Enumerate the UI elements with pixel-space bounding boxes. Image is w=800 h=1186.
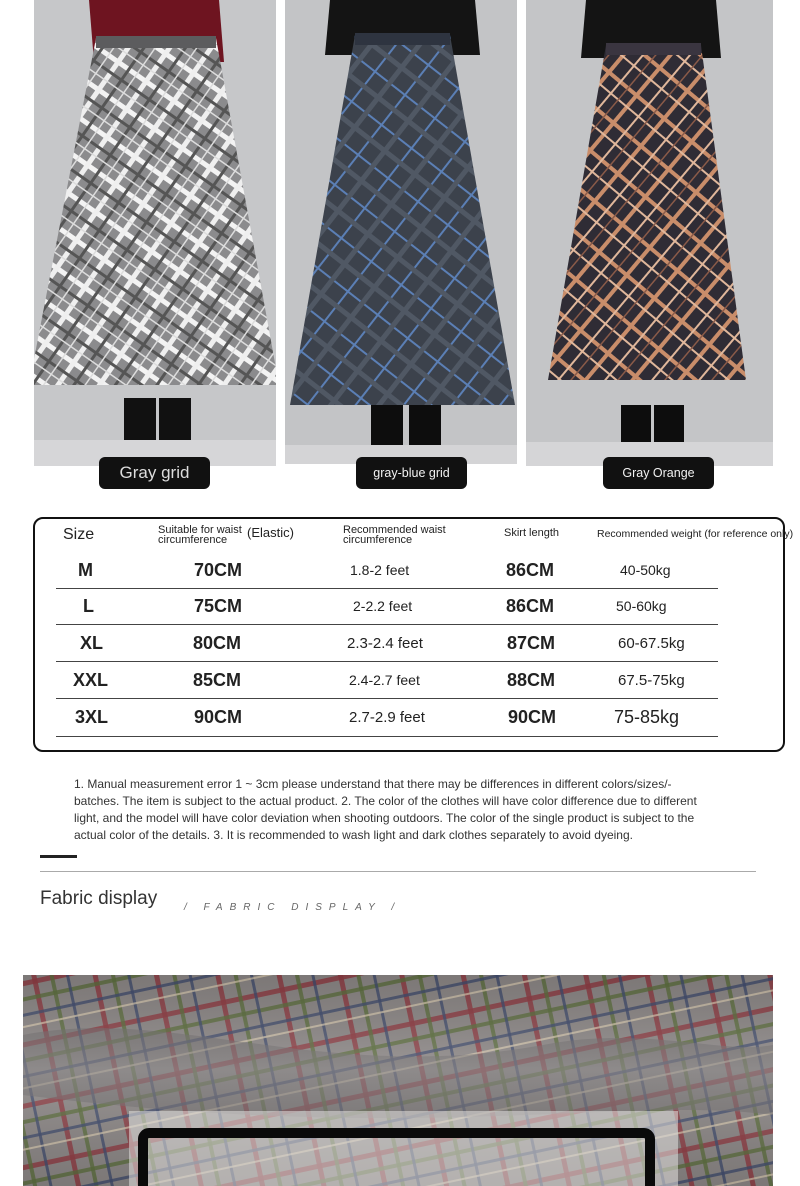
product-photo-gray-grid — [34, 0, 276, 466]
waist-cell: 90CM — [194, 707, 243, 727]
header-elastic: (Elastic) — [247, 525, 294, 540]
size-cell: XXL — [73, 669, 109, 690]
header-recommended-waist: Recommended waist circumference — [343, 524, 446, 546]
weight-cell: 75-85kg — [614, 707, 680, 727]
size-cell: 3XL — [75, 707, 109, 727]
waist-cell: 75CM — [194, 595, 243, 616]
length-cell: 90CM — [508, 707, 557, 727]
fabric-display-subtitle: / FABRIC DISPLAY / — [184, 902, 402, 913]
rec-waist-cell: 1.8-2 feet — [350, 562, 410, 578]
weight-cell: 50-60kg — [616, 598, 667, 614]
waist-cell: 85CM — [193, 669, 242, 690]
product-label-gray-blue-grid: gray-blue grid — [356, 457, 467, 489]
rec-waist-cell: 2.3-2.4 feet — [347, 634, 423, 652]
length-cell: 86CM — [506, 595, 555, 616]
waist-cell: 80CM — [193, 632, 242, 653]
fabric-display-title: Fabric display — [40, 888, 158, 909]
size-row — [56, 625, 718, 662]
size-row — [56, 588, 718, 625]
weight-cell: 40-50kg — [620, 562, 671, 578]
weight-cell: 67.5-75kg — [618, 671, 685, 689]
section-divider — [40, 871, 756, 872]
section-accent-bar — [40, 855, 77, 858]
rec-waist-cell: 2.7-2.9 feet — [349, 709, 425, 726]
product-photo-gray-blue-grid — [285, 0, 517, 464]
length-cell: 88CM — [507, 669, 556, 690]
product-label-gray-grid: Gray grid — [99, 457, 210, 489]
size-cell: XL — [80, 632, 104, 653]
rec-waist-cell: 2.4-2.7 feet — [349, 672, 420, 688]
size-cell: M — [78, 559, 93, 580]
size-row — [56, 662, 718, 699]
product-label-gray-orange: Gray Orange — [603, 457, 714, 489]
header-waist: Suitable for waist circumference — [158, 524, 242, 546]
product-photo-gray-orange — [526, 0, 773, 466]
size-cell: L — [83, 595, 94, 616]
rec-waist-cell: 2-2.2 feet — [353, 598, 413, 614]
length-cell: 86CM — [506, 559, 555, 580]
fabric-photo — [23, 975, 773, 1186]
header-size: Size — [63, 526, 95, 543]
header-weight: Recommended weight (for reference only) — [597, 528, 794, 540]
length-cell: 87CM — [507, 632, 556, 653]
measurement-notes: 1. Manual measurement error 1 ~ 3cm please understand that there may be differences in different colors/sizes/-batches. The item is subject to the actual product. 2. The color of the clothes will have color difference due to different light, and the model will have color deviation when shooting outdoors. The color of the single product is subject to the actual color of the details. 3. It is recommended to wash light and dark clothes separately to avoid dyeing. — [74, 777, 697, 842]
waist-cell: 70CM — [194, 559, 243, 580]
size-row — [56, 552, 718, 589]
header-skirt-length: Skirt length — [504, 527, 560, 539]
size-row — [56, 699, 718, 737]
weight-cell: 60-67.5kg — [618, 634, 685, 652]
